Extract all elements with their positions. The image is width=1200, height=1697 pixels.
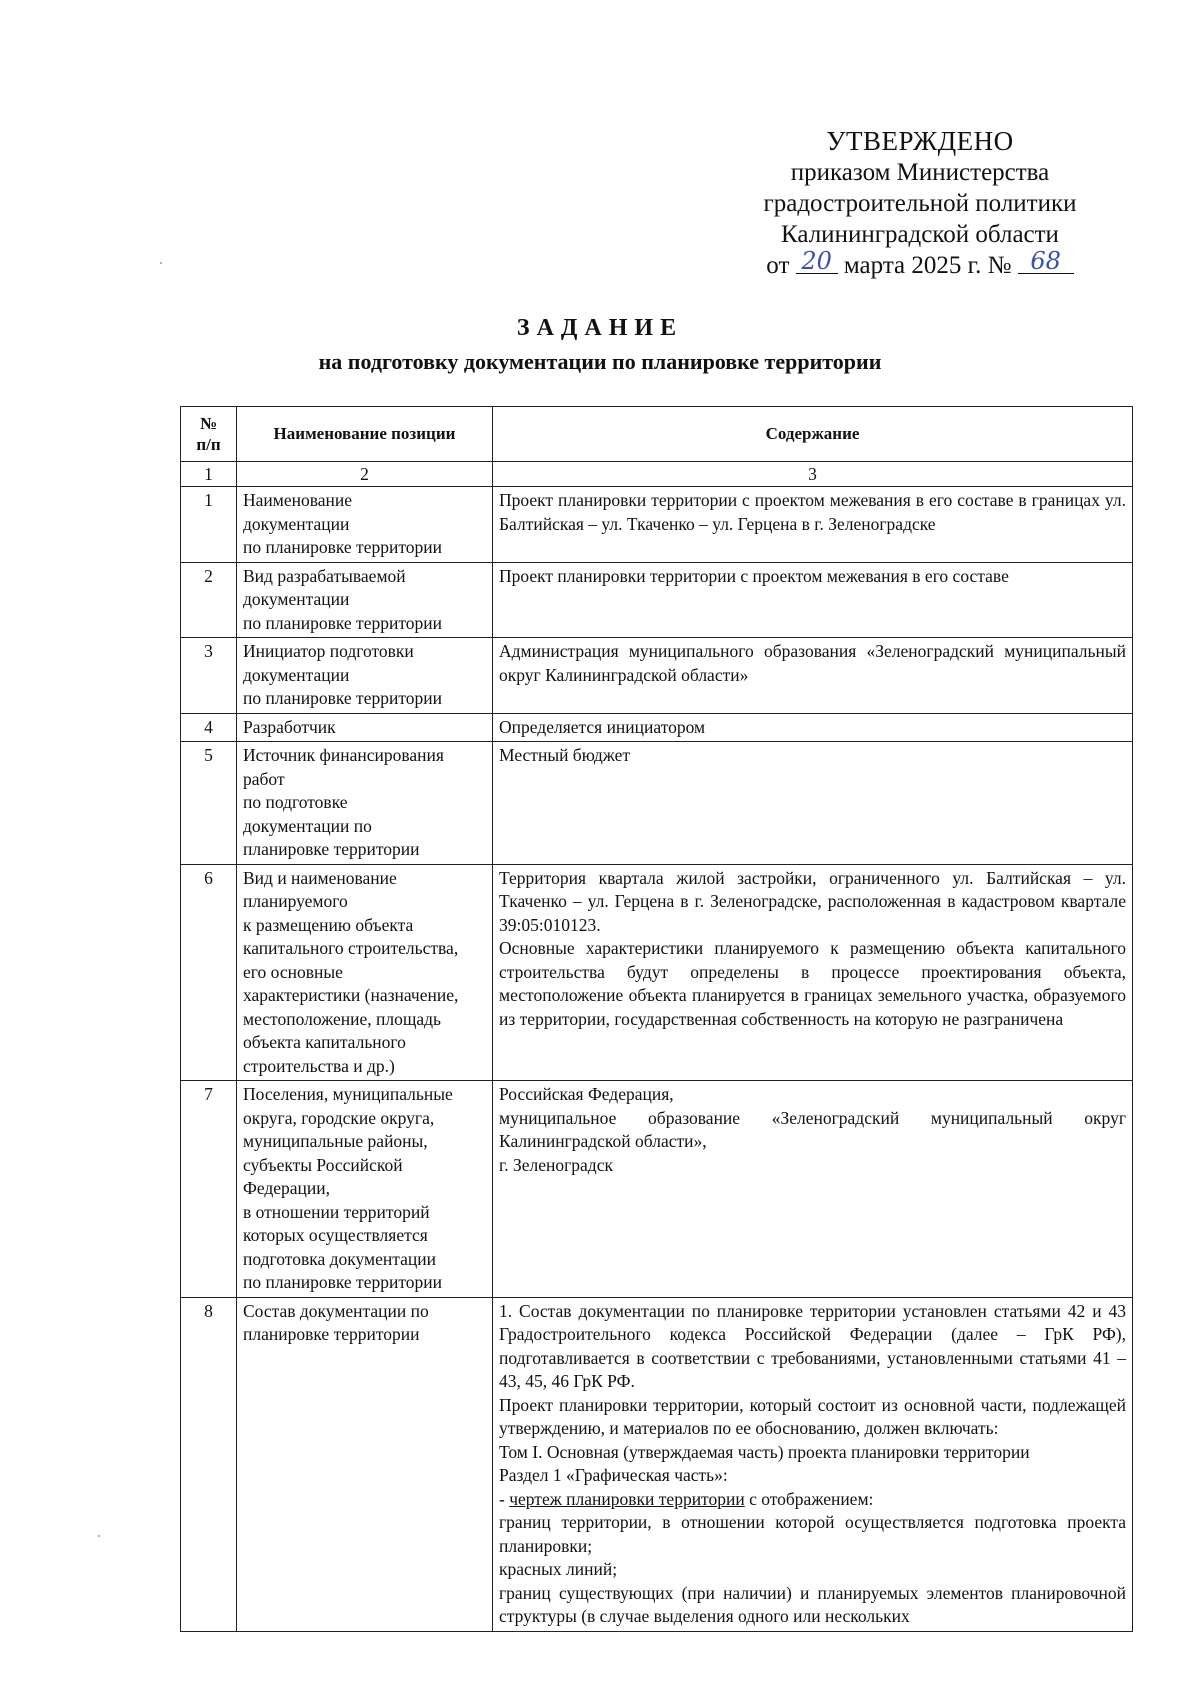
document-title: ЗАДАНИЕ — [516, 315, 684, 341]
content-paragraph: муниципальное образование «Зеленоградский муниципальный округ Калининградской области», — [499, 1107, 1126, 1151]
row-name: Вид разрабатываемой документации по планировке территории — [237, 562, 493, 638]
underlined-term: чертеж планировки территории — [509, 1488, 745, 1509]
table-row — [181, 562, 1133, 638]
handwritten-order-number: 68 — [1018, 249, 1074, 274]
row-number: 3 — [181, 638, 237, 714]
row-name: Разработчик — [237, 713, 493, 742]
column-number-1: 1 — [181, 462, 237, 487]
approval-heading: УТВЕРЖДЕНО — [826, 126, 1014, 156]
table-row — [181, 742, 1133, 865]
handwritten-day: 20 — [796, 249, 838, 274]
table-row — [181, 1297, 1133, 1631]
column-number-row — [181, 462, 1133, 487]
content-paragraph: Российская Федерация, — [499, 1084, 674, 1104]
content-paragraph: границ существующих (при наличии) и планируемых элементов планировочной структуры (в случае выделения одного или нескольких — [499, 1582, 1126, 1626]
approval-line-4: Калининградской области — [781, 221, 1059, 248]
row-number: 7 — [181, 1081, 237, 1298]
table-row — [181, 638, 1133, 714]
drawing-list-item — [499, 1488, 1126, 1512]
list-item-suffix: с отображением: — [744, 1488, 874, 1509]
content-paragraph: красных линий; — [499, 1559, 618, 1579]
content-paragraph: Том I. Основная (утверждаемая часть) проекта планировки территории — [499, 1441, 1030, 1462]
header-content: Содержание — [493, 407, 1133, 462]
header-number: № п/п — [181, 407, 237, 462]
content-paragraph: Основные характеристики планируемого к размещению объекта капитального строительства будут определены в процессе проектирования объекта, местоположение объекта планируется в границах земельного участка, образуемого из территории, государственная собственность на которую не разграничена — [499, 938, 1126, 1029]
content-paragraph: Местный бюджет — [499, 745, 631, 765]
scan-speck — [98, 1535, 100, 1537]
table-header-row — [181, 407, 1133, 462]
row-number: 1 — [181, 487, 237, 563]
row-name: Инициатор подготовки документации по планировке территории — [237, 638, 493, 714]
table-row — [181, 713, 1133, 742]
table-row — [181, 1081, 1133, 1298]
list-dash: - — [499, 1488, 510, 1509]
content-paragraph: Раздел 1 «Графическая часть»: — [499, 1465, 728, 1485]
row-content — [493, 713, 1133, 742]
table-row — [181, 487, 1133, 563]
content-paragraph: Администрация муниципального образования «Зеленоградский муниципальный округ Калининградской области» — [499, 641, 1126, 685]
row-name: Состав документации по планировке территории — [237, 1297, 493, 1631]
header-position-name: Наименование позиции — [237, 407, 493, 462]
row-name: Наименование документации по планировке территории — [237, 487, 493, 563]
row-content — [493, 638, 1133, 714]
row-content — [493, 487, 1133, 563]
row-content — [493, 742, 1133, 865]
row-content — [493, 562, 1133, 638]
date-middle: марта 2025 г. № — [843, 252, 1012, 279]
row-name: Источник финансирования работ по подготовке документации по планировке территории — [237, 742, 493, 865]
date-prefix: от — [766, 252, 790, 279]
row-content — [493, 1297, 1133, 1631]
content-paragraph: Проект планировки территории, который состоит из основной части, подлежащей утверждению, и материалов по ее обоснованию, должен включать: — [499, 1394, 1126, 1438]
content-paragraph: Проект планировки территории с проектом межевания в его составе — [499, 565, 1009, 586]
content-paragraph: Определяется инициатором — [499, 716, 706, 737]
content-paragraph: Проект планировки территории с проектом межевания в его составе в границах ул. Балтийская – ул. Ткаченко – ул. Герцена в г. Зеленоградске — [499, 490, 1126, 534]
row-content — [493, 1081, 1133, 1298]
row-name: Поселения, муниципальные округа, городские округа, муниципальные районы, субъекты Российской Федерации, в отношении территорий которых осуществляется подготовка документации по планировке территории — [237, 1081, 493, 1298]
content-paragraph: границ территории, в отношении которой осуществляется подготовка проекта планировки; — [499, 1512, 1126, 1556]
document-subtitle: на подготовку документации по планировке территории — [318, 349, 882, 374]
row-number: 5 — [181, 742, 237, 865]
row-content — [493, 864, 1133, 1081]
row-number: 2 — [181, 562, 237, 638]
content-paragraph: 1. Состав документации по планировке территории установлен статьями 42 и 43 Градостроительного кодекса Российской Федерации (далее – ГрК РФ), подготавливается в соответствии с требованиями, установленными статьями 41 – 43, 45, 46 ГрК РФ. — [499, 1300, 1126, 1391]
row-name: Вид и наименование планируемого к размещению объекта капитального строительства, его основные характеристики (назначение, местоположение, площадь объекта капитального строительства и др.) — [237, 864, 493, 1081]
approval-line-3: градостроительной политики — [763, 190, 1077, 217]
table-row — [181, 864, 1133, 1081]
row-number: 8 — [181, 1297, 237, 1631]
column-number-3: 3 — [493, 462, 1133, 487]
content-paragraph: Территория квартала жилой застройки, ограниченного ул. Балтийская – ул. Ткаченко – ул. Герцена в г. Зеленоградске, расположенная в кадастровом квартале 39:05:010123. — [499, 867, 1126, 935]
task-table — [180, 406, 1133, 1632]
scan-speck — [160, 262, 162, 264]
row-number: 6 — [181, 864, 237, 1081]
content-paragraph: г. Зеленоградск — [499, 1154, 613, 1175]
approval-date-row — [730, 247, 1110, 281]
column-number-2: 2 — [237, 462, 493, 487]
approval-block — [730, 126, 1110, 281]
approval-line-2: приказом Министерства — [790, 159, 1050, 186]
row-number: 4 — [181, 713, 237, 742]
